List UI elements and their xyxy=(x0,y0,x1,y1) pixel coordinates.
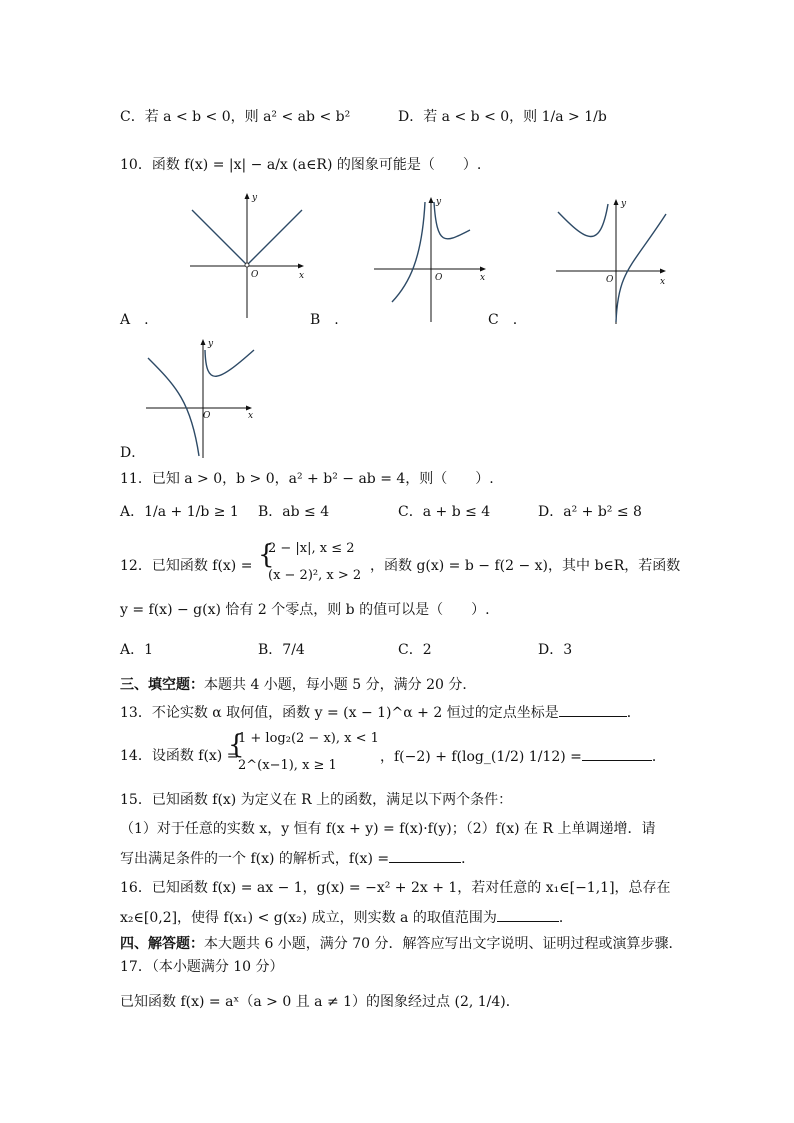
graph-a-axes xyxy=(190,193,304,318)
graph-d-right-branch xyxy=(205,350,254,376)
q12-option-c: C．2 xyxy=(398,642,432,658)
graph-c-left-branch xyxy=(558,204,608,237)
graph-a-x-label: x xyxy=(299,271,305,281)
q13-stem: 13．不论实数 α 取何值，函数 y = (x − 1)^α + 2 恒过的定点坐标是 xyxy=(120,705,559,721)
q14-suffix: ，f(−2) + f(log_(1/2) 1/12) = xyxy=(380,749,582,765)
q14-answer-blank[interactable] xyxy=(582,746,652,761)
q12-option-b: B．7/4 xyxy=(258,642,305,658)
q11-option-c: C．a + b ≤ 4 xyxy=(398,504,491,520)
q14-case-1: 1 + log₂(2 − x), x < 1 xyxy=(238,731,379,746)
q12-stem-suffix: ，函数 g(x) = b − f(2 − x)，其中 b∈R，若函数 xyxy=(370,558,681,574)
graph-d-x-label: x xyxy=(248,411,254,421)
graph-c-right-branch xyxy=(616,214,666,322)
graph-d-left-branch xyxy=(148,358,199,456)
q12-case-1: 2 − |x|, x ≤ 2 xyxy=(268,541,355,556)
q11-option-d: D．a² + b² ≤ 8 xyxy=(538,504,642,520)
q9-option-c: C．若 a < b < 0，则 a² < ab < b² xyxy=(120,109,351,125)
q12-stem-prefix: 12．已知函数 f(x) = xyxy=(120,558,253,574)
q15-line-1: 15．已知函数 f(x) 为定义在 R 上的函数，满足以下两个条件： xyxy=(120,792,513,808)
section-4-title: 四、解答题： xyxy=(120,936,204,952)
q17-header: 17．（本小题满分 10 分） xyxy=(120,959,284,975)
graph-a-y-label: y xyxy=(252,193,258,203)
graph-b-left-branch xyxy=(392,202,425,302)
graph-b-x-label: x xyxy=(480,273,486,283)
graph-b-axes xyxy=(374,197,486,322)
q13-line xyxy=(120,702,641,723)
q10-label-b: B . xyxy=(310,312,339,328)
section-3-desc: 本题共 4 小题，每小题 5 分，满分 20 分． xyxy=(204,677,477,693)
q11-stem: 11．已知 a > 0，b > 0，a² + b² − ab = 4，则（ ）. xyxy=(120,471,494,487)
q10-graph-c xyxy=(556,196,672,324)
q12-case-2: (x − 2)², x > 2 xyxy=(268,568,362,583)
q13-end: ． xyxy=(626,705,641,721)
q14-suffix-line xyxy=(380,746,666,767)
q10-graph-b xyxy=(374,194,490,322)
q15-line-3-text: 写出满足条件的一个 f(x) 的解析式，f(x) = xyxy=(120,851,390,867)
q16-end: ． xyxy=(558,910,573,926)
graph-b-y-label: y xyxy=(436,197,442,207)
q10-graph-d xyxy=(146,336,262,460)
q14-end: ． xyxy=(651,749,666,765)
q12-option-a: A．1 xyxy=(120,642,154,658)
graph-d-origin: O xyxy=(203,411,211,421)
graph-a-origin: O xyxy=(251,270,259,280)
q14-brace: { xyxy=(228,730,245,760)
q12-option-d: D．3 xyxy=(538,642,573,658)
graph-c-axes xyxy=(556,199,666,324)
graph-c-x-label: x xyxy=(660,277,666,287)
q14-case-2: 2^(x−1), x ≥ 1 xyxy=(238,758,337,773)
q15-line-2: （1）对于任意的实数 x，y 恒有 f(x + y) = f(x)·f(y)；（2）f(x) 在 R 上单调递增．请 xyxy=(120,821,656,837)
graph-d-y-label: y xyxy=(208,339,214,349)
q16-line-2-text: x₂∈[0,2]，使得 f(x₁) < g(x₂) 成立，则实数 a 的取值范围为 xyxy=(120,910,497,926)
q12-line-2: y = f(x) − g(x) 恰有 2 个零点，则 b 的值可以是（ ）. xyxy=(120,602,490,618)
q11-option-a: A．1/a + 1/b ≥ 1 xyxy=(120,504,239,520)
section-3-heading xyxy=(120,675,476,695)
q10-label-a: A . xyxy=(120,312,149,328)
graph-d-axes xyxy=(146,339,252,458)
graph-b-right-branch xyxy=(434,202,470,239)
q10-label-d: D． xyxy=(120,445,146,461)
q10-label-c: C . xyxy=(488,312,518,328)
q15-end: ． xyxy=(461,851,476,867)
q15-answer-blank[interactable] xyxy=(389,848,461,863)
q10-stem: 10．函数 f(x) = |x| − a/x (a∈R) 的图象可能是（ ）. xyxy=(120,157,482,173)
section-4-desc: 本大题共 6 小题，满分 70 分．解答应写出文字说明、证明过程或演算步骤． xyxy=(204,936,683,952)
graph-c-origin: O xyxy=(606,275,614,285)
q12-brace: { xyxy=(258,540,275,570)
q16-line-2 xyxy=(120,907,573,928)
q15-line-3 xyxy=(120,848,475,869)
q14-prefix: 14．设函数 f(x) = xyxy=(120,748,239,764)
section-4-heading xyxy=(120,934,683,954)
q9-option-d: D．若 a < b < 0，则 1/a > 1/b xyxy=(398,109,607,125)
q17-stem: 已知函数 f(x) = aˣ（a > 0 且 a ≠ 1）的图象经过点 (2, 1/4)． xyxy=(120,994,520,1010)
section-3-title: 三、填空题： xyxy=(120,677,204,693)
q13-answer-blank[interactable] xyxy=(559,702,627,717)
q16-answer-blank[interactable] xyxy=(497,907,559,922)
graph-b-origin: O xyxy=(435,273,443,283)
graph-c-y-label: y xyxy=(621,199,627,209)
q10-graph-a xyxy=(190,190,308,318)
q11-option-b: B．ab ≤ 4 xyxy=(258,504,330,520)
q16-line-1: 16．已知函数 f(x) = ax − 1，g(x) = −x² + 2x + 1，若对任意的 x₁∈[−1,1]，总存在 xyxy=(120,880,671,896)
